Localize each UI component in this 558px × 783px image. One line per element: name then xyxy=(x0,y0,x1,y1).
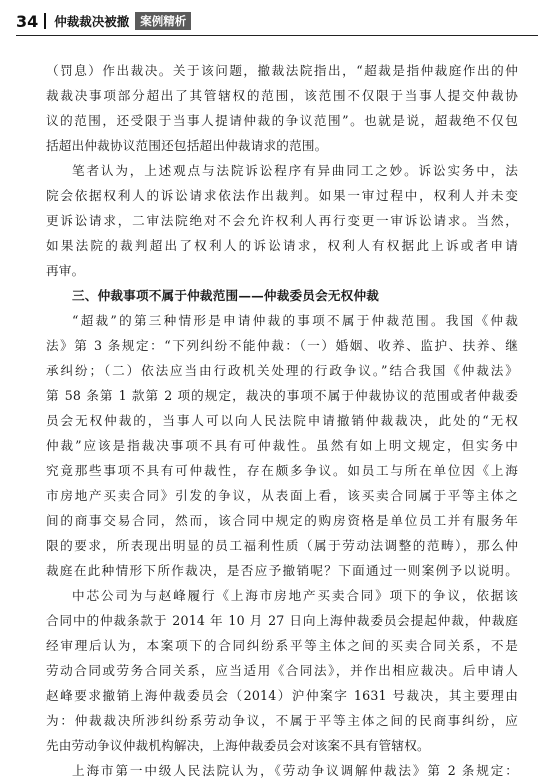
text-line: 经审理后认为，本案项下的合同纠纷系平等主体之间的买卖合同关系，不是 xyxy=(46,638,518,653)
text-line: 笔者认为，上述观点与法院诉讼程序有异曲同工之妙。诉讼实务中，法 xyxy=(72,163,518,178)
text-line: 劳动合同或劳务合同关系，应当适用《合同法》，并作出相应裁决。后申请人 xyxy=(46,663,518,678)
header-divider xyxy=(44,13,46,29)
header-rule xyxy=(16,35,538,36)
text-line: 先由劳动争议仲裁机构解决，上海仲裁委员会对该案不具有管辖权。 xyxy=(46,738,430,753)
text-line: 院会依据权利人的诉讼请求依法作出裁判。如果一审过程中，权利人并未变 xyxy=(46,188,518,203)
text-line: 间的商事交易合同，然而，该合同中规定的购房资格是单位员工并有服务年 xyxy=(46,513,518,528)
text-line: 括超出仲裁协议范围还包括超出仲裁请求的范围。 xyxy=(46,138,328,153)
text-line: 仲裁”应该是指裁决事项不具有可仲裁性。虽然有如上明文规定，但实务中 xyxy=(46,438,518,453)
text-line: 为：仲裁裁决所涉纠纷系劳动争议，不属于平等主体之间的民商事纠纷，应 xyxy=(46,713,518,728)
text-line: 限的要求，所表现出明显的员工福利性质（属于劳动法调整的范畴），那么仲 xyxy=(46,538,518,553)
text-line: 如果法院的裁判超出了权利人的诉讼请求，权利人有权据此上诉或者申请 xyxy=(46,238,518,253)
body-text xyxy=(46,58,518,783)
text-line: 裁庭在此种情形下所作裁决，是否应予撤销呢？下面通过一则案例予以说明。 xyxy=(46,563,518,578)
text-line: 议的范围，还受限于当事人提请仲裁的争议范围”。也就是说，超裁绝不仅包 xyxy=(46,113,518,128)
text-line: 法》第 3 条规定：“下列纠纷不能仲裁：（一）婚姻、收养、监护、扶养、继 xyxy=(46,338,518,353)
text-line: 市房地产买卖合同》引发的争议，从表面上看，该买卖合同属于平等主体之 xyxy=(46,488,518,503)
book-title: 仲裁裁决被撤 xyxy=(54,14,130,29)
text-line: （罚息）作出裁决。关于该问题，撤裁法院指出，“超裁是指仲裁庭作出的仲 xyxy=(46,63,518,78)
text-line: “超裁”的第三种情形是申请仲裁的事项不属于仲裁范围。我国《仲裁 xyxy=(72,313,518,328)
text-line: 承纠纷；（二）依法应当由行政机关处理的行政争议。”结合我国《仲裁法》 xyxy=(46,363,518,378)
section-heading: 三、仲裁事项不属于仲裁范围——仲裁委员会无权仲裁 xyxy=(72,288,380,303)
text-line: 更诉讼请求，二审法院绝对不会允许权利人再行变更一审诉讼请求。当然， xyxy=(46,213,518,228)
text-line: 裁裁决事项部分超出了其管辖权的范围，该范围不仅限于当事人提交仲裁协 xyxy=(46,88,518,103)
text-line: 上海市第一中级人民法院认为，《劳动争议调解仲裁法》第 2 条规定： xyxy=(72,763,518,778)
text-line: 赵峰要求撤销上海仲裁委员会（2014）沪仲案字 1631 号裁决，其主要理由 xyxy=(46,688,518,703)
section-tag: 案例精析 xyxy=(135,12,191,30)
text-line: 再审。 xyxy=(46,263,85,278)
page-header xyxy=(16,9,538,33)
text-line: 员会无权仲裁的，当事人可以向人民法院申请撤销仲裁裁决，此处的“无权 xyxy=(46,413,518,428)
text-line: 合同中的仲裁条款于 2014 年 10 月 27 日向上海仲裁委员会提起仲裁，仲裁庭 xyxy=(46,613,518,628)
text-line: 第 58 条第 1 款第 2 项的规定，裁决的事项不属于仲裁协议的范围或者仲裁委 xyxy=(46,388,518,403)
page-number: 34 xyxy=(16,11,39,31)
text-line: 究竟那些事项不具有可仲裁性，存在颇多争议。如员工与所在单位因《上海 xyxy=(46,463,518,478)
text-line: 中芯公司为与赵峰履行《上海市房地产买卖合同》项下的争议，依据该 xyxy=(72,588,518,603)
